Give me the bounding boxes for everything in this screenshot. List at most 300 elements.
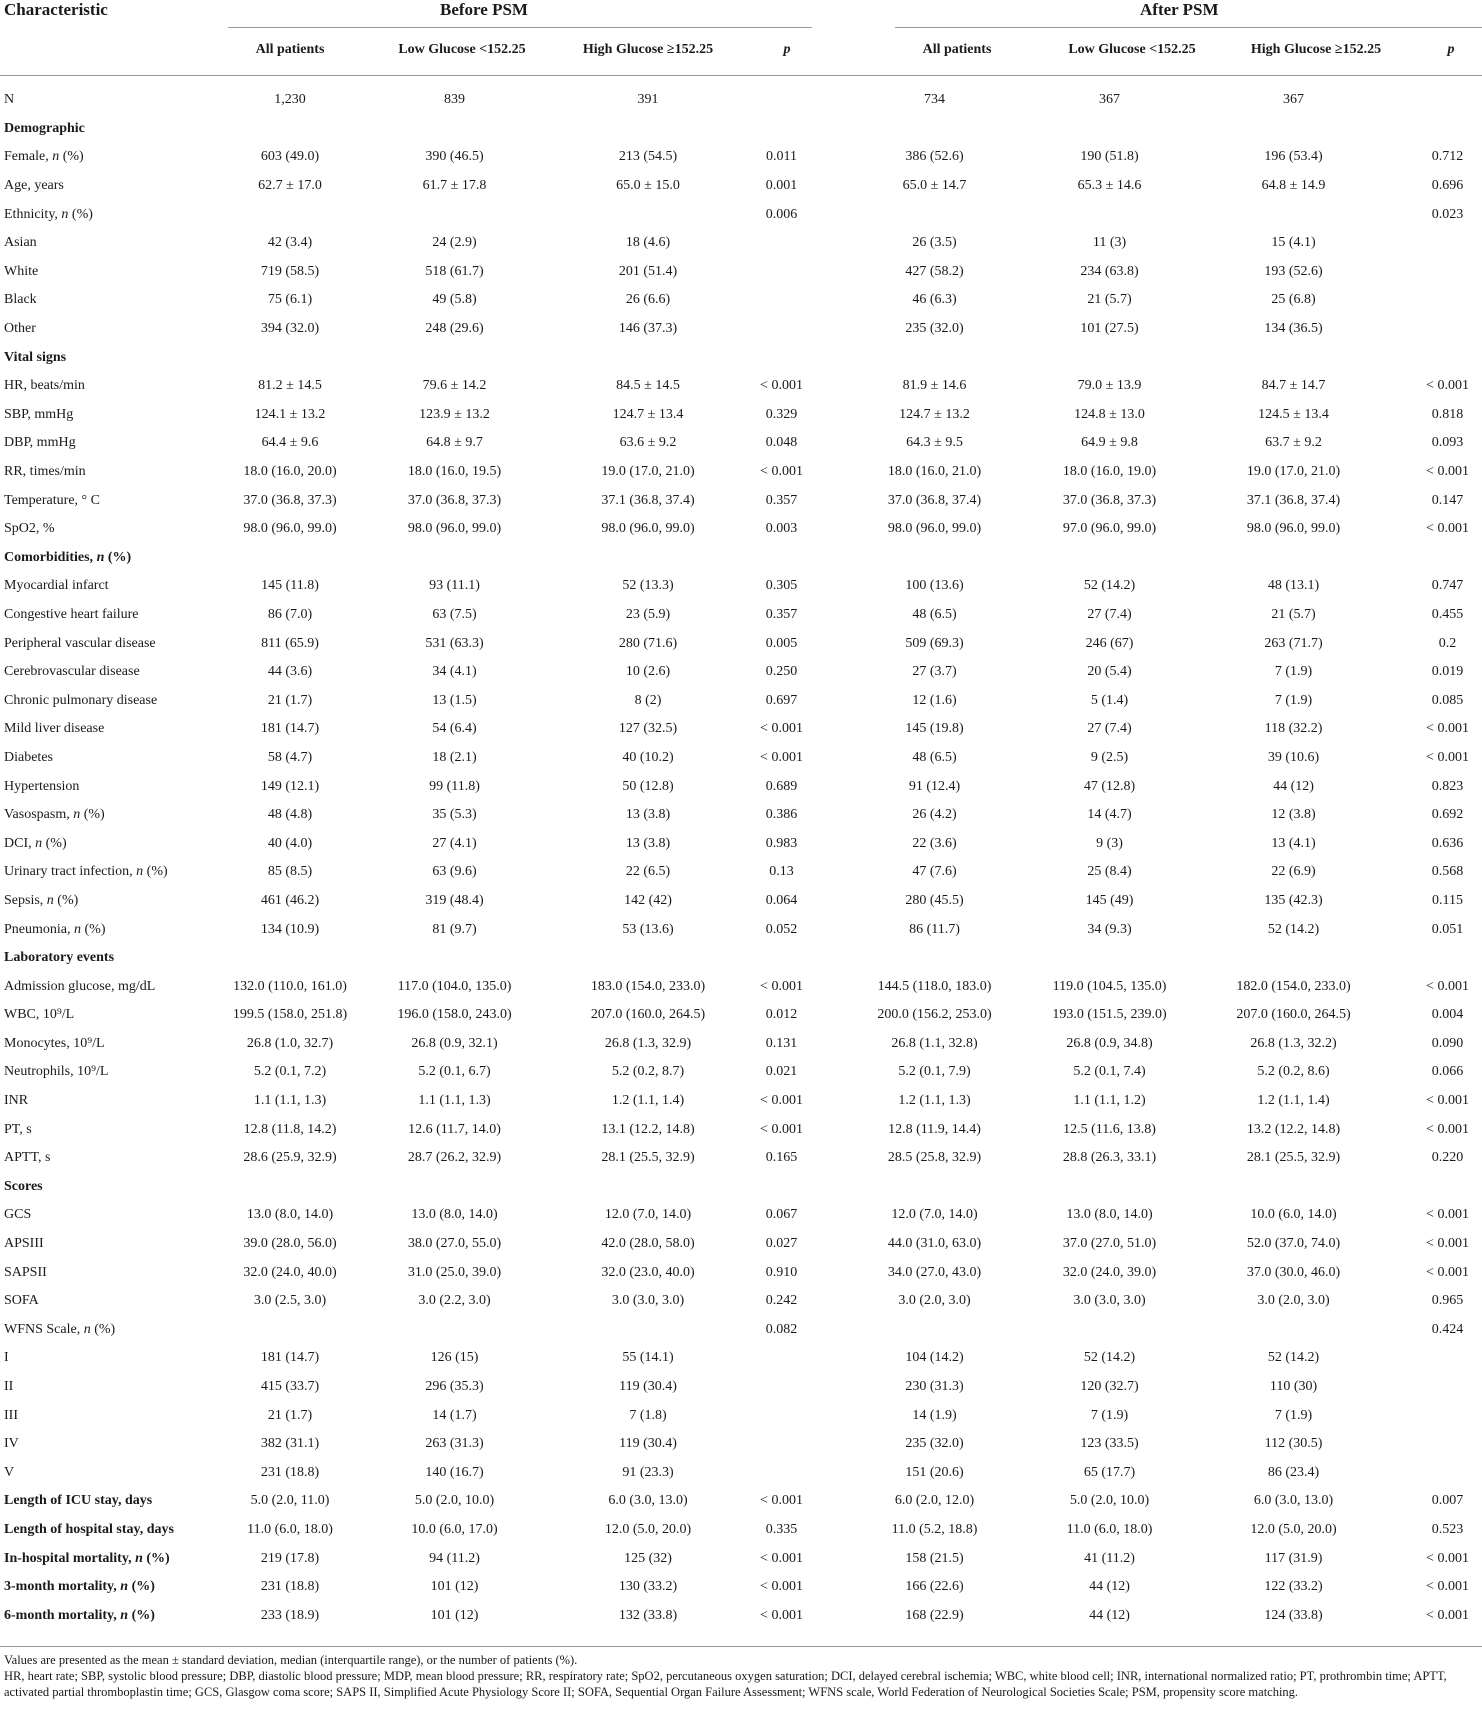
col-header-p: p bbox=[1447, 42, 1455, 57]
table-cell: < 0.001 bbox=[1426, 749, 1469, 765]
table-cell bbox=[824, 944, 1045, 973]
table-row bbox=[0, 1459, 1482, 1488]
table-cell: 10.0 (6.0, 14.0) bbox=[1250, 1207, 1337, 1223]
table-row bbox=[0, 1001, 1482, 1030]
table-cell: 48 (6.5) bbox=[912, 749, 957, 765]
table-cell: 7 (1.9) bbox=[1090, 1407, 1129, 1423]
table-row bbox=[0, 658, 1482, 687]
table-row bbox=[0, 1201, 1482, 1230]
table-cell: 382 (31.1) bbox=[260, 1436, 320, 1452]
row-label: Age, years bbox=[4, 178, 64, 194]
table-cell: 146 (37.3) bbox=[618, 321, 678, 337]
table-cell: < 0.001 bbox=[760, 1121, 803, 1137]
table-cell bbox=[739, 1173, 824, 1202]
table-cell: 27 (7.4) bbox=[1087, 606, 1132, 622]
table-row bbox=[0, 286, 1482, 315]
table-cell: 32.0 (24.0, 39.0) bbox=[1062, 1264, 1157, 1280]
table-cell: 5.0 (2.0, 10.0) bbox=[1069, 1493, 1150, 1509]
table-cell: 34 (9.3) bbox=[1087, 921, 1132, 937]
table-cell: 145 (11.8) bbox=[261, 578, 319, 594]
table-cell: 124.7 ± 13.2 bbox=[899, 406, 970, 422]
table-cell bbox=[739, 315, 824, 344]
table-cell: 0.023 bbox=[1431, 206, 1464, 222]
table-cell: 79.6 ± 14.2 bbox=[422, 378, 487, 394]
table-cell: 207.0 (160.0, 264.5) bbox=[590, 1007, 706, 1023]
header-after-psm: After PSM bbox=[1140, 0, 1219, 19]
table-cell: 280 (71.6) bbox=[618, 635, 678, 651]
table-row bbox=[0, 1230, 1482, 1259]
table-cell: 13.2 (12.2, 14.8) bbox=[1246, 1121, 1341, 1137]
table-cell: 123 (33.5) bbox=[1080, 1436, 1139, 1452]
table-row bbox=[0, 1601, 1482, 1630]
table-row bbox=[0, 200, 1482, 229]
row-label: Neutrophils, 10⁹/L bbox=[4, 1064, 109, 1080]
table-cell bbox=[1413, 1173, 1482, 1202]
row-label: GCS bbox=[4, 1207, 32, 1223]
table-cell: 0.386 bbox=[765, 807, 798, 823]
table-cell: 98.0 (96.0, 99.0) bbox=[407, 521, 502, 537]
row-label: SpO2, % bbox=[4, 521, 55, 537]
table-cell bbox=[739, 286, 824, 315]
table-cell: 21 (1.7) bbox=[267, 692, 313, 708]
table-row bbox=[0, 1544, 1482, 1573]
table-cell bbox=[1174, 944, 1413, 973]
table-cell: 12 (1.6) bbox=[912, 692, 957, 708]
table-cell: < 0.001 bbox=[1426, 1121, 1469, 1137]
row-label: Urinary tract infection, n (%) bbox=[4, 864, 168, 880]
table-row bbox=[0, 486, 1482, 515]
row-label: Chronic pulmonary disease bbox=[4, 692, 158, 708]
row-label: Laboratory events bbox=[4, 950, 115, 966]
table-cell: 11.0 (6.0, 18.0) bbox=[1066, 1521, 1153, 1537]
table-cell: 235 (32.0) bbox=[905, 1436, 964, 1452]
section-row bbox=[0, 115, 1482, 144]
table-cell: 65.0 ± 14.7 bbox=[902, 178, 967, 194]
row-label: Length of ICU stay, days bbox=[4, 1493, 153, 1509]
table-cell: 124 (33.8) bbox=[1264, 1607, 1323, 1623]
table-cell: 5 (1.4) bbox=[1090, 692, 1129, 708]
col-header: All patients bbox=[922, 42, 992, 57]
table-cell bbox=[739, 1430, 824, 1459]
table-cell bbox=[739, 343, 824, 372]
table-cell bbox=[228, 544, 352, 573]
table-cell: 13.0 (8.0, 14.0) bbox=[246, 1207, 334, 1223]
table-cell bbox=[1174, 544, 1413, 573]
table-row bbox=[0, 772, 1482, 801]
table-cell: 54 (6.4) bbox=[432, 721, 477, 737]
table-cell: 19.0 (17.0, 21.0) bbox=[601, 464, 695, 480]
table-cell: 367 bbox=[1283, 92, 1304, 108]
table-cell bbox=[352, 115, 557, 144]
row-label: DBP, mmHg bbox=[4, 435, 76, 451]
row-label: RR, times/min bbox=[4, 464, 86, 480]
table-cell: 26 (4.2) bbox=[912, 807, 957, 823]
table-cell bbox=[1413, 544, 1482, 573]
table-row bbox=[0, 229, 1482, 258]
table-cell: 3.0 (2.2, 3.0) bbox=[418, 1293, 491, 1309]
table-cell: 64.8 ± 14.9 bbox=[1261, 178, 1326, 194]
table-cell: < 0.001 bbox=[1426, 521, 1469, 537]
table-cell: < 0.001 bbox=[760, 1550, 803, 1566]
table-cell: 201 (51.4) bbox=[618, 263, 678, 279]
table-cell: 0.823 bbox=[1431, 778, 1464, 794]
section-row bbox=[0, 1173, 1482, 1202]
table-cell: 531 (63.3) bbox=[425, 635, 484, 651]
table-cell bbox=[739, 1344, 824, 1373]
table-cell: 13 (3.8) bbox=[625, 835, 671, 851]
table-cell bbox=[1174, 115, 1413, 144]
table-cell: 12.0 (5.0, 20.0) bbox=[604, 1521, 692, 1537]
table-row bbox=[0, 744, 1482, 773]
table-cell: 119 (30.4) bbox=[619, 1379, 677, 1395]
table-cell: 101 (27.5) bbox=[1080, 321, 1139, 337]
table-cell: 26 (3.5) bbox=[912, 235, 957, 251]
table-cell: 6.0 (3.0, 13.0) bbox=[608, 1493, 688, 1509]
table-cell: 1.1 (1.1, 1.2) bbox=[1073, 1093, 1146, 1109]
table-cell: 41 (11.2) bbox=[1084, 1550, 1135, 1566]
table-cell: 37.0 (36.8, 37.3) bbox=[243, 492, 337, 508]
table-cell: 40 (10.2) bbox=[622, 749, 674, 765]
table-cell: 0.012 bbox=[765, 1007, 798, 1023]
table-row bbox=[0, 458, 1482, 487]
table-cell: 5.0 (2.0, 10.0) bbox=[414, 1493, 495, 1509]
row-label: Other bbox=[4, 321, 36, 337]
table-cell: 84.5 ± 14.5 bbox=[616, 378, 680, 394]
table-cell: 62.7 ± 17.0 bbox=[258, 178, 322, 194]
table-cell: 0.636 bbox=[1431, 835, 1464, 851]
table-cell: < 0.001 bbox=[760, 1493, 803, 1509]
table-row bbox=[0, 1144, 1482, 1173]
table-header-groups bbox=[0, 0, 1482, 32]
table-cell bbox=[739, 944, 824, 973]
table-row bbox=[0, 572, 1482, 601]
table-cell: 246 (67) bbox=[1085, 635, 1134, 651]
row-label: Diabetes bbox=[4, 749, 53, 765]
table-cell: 10 (2.6) bbox=[625, 664, 671, 680]
table-cell: 0.455 bbox=[1431, 606, 1464, 622]
row-label: Vasospasm, n (%) bbox=[4, 807, 105, 823]
table-cell bbox=[739, 229, 824, 258]
table-cell: 28.5 (25.8, 32.9) bbox=[887, 1150, 982, 1166]
table-cell: 0.005 bbox=[765, 635, 798, 651]
table-cell: 0.115 bbox=[1432, 892, 1463, 908]
row-label: APSIII bbox=[4, 1236, 44, 1252]
table-cell: 263 (31.3) bbox=[425, 1436, 484, 1452]
table-cell bbox=[1045, 1316, 1174, 1345]
table-cell: 61.7 ± 17.8 bbox=[422, 178, 487, 194]
table-cell: 144.5 (118.0, 183.0) bbox=[877, 978, 992, 994]
table-cell: 26.8 (0.9, 34.8) bbox=[1066, 1035, 1153, 1051]
table-cell: 6.0 (3.0, 13.0) bbox=[1253, 1493, 1334, 1509]
table-cell: 81.2 ± 14.5 bbox=[258, 378, 322, 394]
table-cell: 65 (17.7) bbox=[1083, 1464, 1136, 1480]
table-cell: 44.0 (31.0, 63.0) bbox=[887, 1236, 982, 1252]
table-row bbox=[0, 1573, 1482, 1602]
table-cell: 0.910 bbox=[765, 1264, 798, 1280]
table-cell: 1.1 (1.1, 1.3) bbox=[418, 1093, 491, 1109]
table-row bbox=[0, 915, 1482, 944]
row-label: 3-month mortality, n (%) bbox=[4, 1579, 155, 1595]
table-cell: 0.747 bbox=[1431, 578, 1464, 594]
table-cell: 100 (13.6) bbox=[905, 578, 964, 594]
table-cell: 22 (6.5) bbox=[625, 864, 671, 880]
row-label: Scores bbox=[4, 1178, 43, 1194]
table-cell: 37.0 (27.0, 51.0) bbox=[1062, 1236, 1157, 1252]
table-cell: 0.067 bbox=[765, 1207, 798, 1223]
table-cell: 98.0 (96.0, 99.0) bbox=[1246, 521, 1341, 537]
table-cell: 140 (16.7) bbox=[425, 1464, 484, 1480]
table-cell: 65.3 ± 14.6 bbox=[1077, 178, 1142, 194]
table-cell: 23 (5.9) bbox=[625, 606, 671, 622]
header-before-psm: Before PSM bbox=[440, 0, 528, 19]
table-cell bbox=[1045, 115, 1174, 144]
table-cell: < 0.001 bbox=[1426, 1236, 1469, 1252]
after-psm-underline bbox=[895, 27, 1482, 28]
table-cell: 18.0 (16.0, 21.0) bbox=[887, 464, 982, 480]
table-cell: 19.0 (17.0, 21.0) bbox=[1246, 464, 1341, 480]
table-cell: 93 (11.1) bbox=[429, 578, 480, 594]
table-row bbox=[0, 1287, 1482, 1316]
table-cell: 42.0 (28.0, 58.0) bbox=[601, 1236, 695, 1252]
table-cell: 124.1 ± 13.2 bbox=[254, 406, 326, 422]
table-cell: 52 (14.2) bbox=[1083, 578, 1136, 594]
table-cell: 233 (18.9) bbox=[260, 1607, 320, 1623]
table-cell bbox=[1413, 229, 1482, 258]
table-cell: 25 (6.8) bbox=[1271, 292, 1316, 308]
table-cell: 118 (32.2) bbox=[1264, 721, 1323, 737]
table-cell: 5.2 (0.1, 6.7) bbox=[418, 1064, 491, 1080]
table-cell: 27 (3.7) bbox=[912, 664, 957, 680]
table-cell: 415 (33.7) bbox=[260, 1379, 320, 1395]
table-cell: < 0.001 bbox=[1426, 721, 1469, 737]
table-cell: 134 (36.5) bbox=[1264, 321, 1323, 337]
row-label: WBC, 10⁹/L bbox=[4, 1007, 75, 1023]
table-cell: 124.5 ± 13.4 bbox=[1258, 406, 1329, 422]
row-label: IV bbox=[4, 1436, 19, 1452]
table-cell: 26.8 (0.9, 32.1) bbox=[411, 1035, 498, 1051]
table-cell: 18 (2.1) bbox=[432, 749, 477, 765]
table-row bbox=[0, 372, 1482, 401]
table-cell bbox=[1413, 115, 1482, 144]
table-row bbox=[0, 1401, 1482, 1430]
row-label: Ethnicity, n (%) bbox=[4, 206, 93, 222]
table-cell: 132.0 (110.0, 161.0) bbox=[233, 978, 347, 994]
table-cell: 0.697 bbox=[765, 692, 798, 708]
table-cell bbox=[1413, 1401, 1482, 1430]
table-cell bbox=[739, 258, 824, 287]
table-cell: 123.9 ± 13.2 bbox=[419, 406, 490, 422]
table-cell: 85 (8.5) bbox=[267, 864, 313, 880]
table-cell: 230 (31.3) bbox=[905, 1379, 964, 1395]
table-cell: 0.019 bbox=[1431, 664, 1464, 680]
table-cell: 1.1 (1.1, 1.3) bbox=[253, 1093, 327, 1109]
table-cell: 86 (7.0) bbox=[267, 606, 313, 622]
table-row bbox=[0, 829, 1482, 858]
table-row bbox=[0, 401, 1482, 430]
table-cell: 13 (4.1) bbox=[1271, 835, 1316, 851]
table-cell: 63 (7.5) bbox=[432, 606, 477, 622]
table-cell: 94 (11.2) bbox=[429, 1550, 480, 1566]
table-cell: 52 (14.2) bbox=[1267, 1350, 1320, 1366]
table-cell: 38.0 (27.0, 55.0) bbox=[407, 1236, 502, 1252]
table-cell: 14 (4.7) bbox=[1087, 807, 1132, 823]
table-cell bbox=[1045, 544, 1174, 573]
table-cell: 14 (1.9) bbox=[912, 1407, 957, 1423]
table-row bbox=[0, 1487, 1482, 1516]
table-cell: 81 (9.7) bbox=[432, 921, 477, 937]
table-cell: 8 (2) bbox=[634, 692, 662, 708]
table-cell: 44 (12) bbox=[1089, 1579, 1130, 1595]
table-row bbox=[0, 143, 1482, 172]
table-cell bbox=[557, 1316, 739, 1345]
table-cell bbox=[557, 1173, 739, 1202]
table-row bbox=[0, 1430, 1482, 1459]
row-label: Female, n (%) bbox=[4, 149, 84, 165]
table-cell: 110 (30) bbox=[1269, 1379, 1318, 1395]
row-label: In-hospital mortality, n (%) bbox=[4, 1550, 170, 1566]
table-cell bbox=[739, 544, 824, 573]
table-cell: 5.2 (0.2, 8.7) bbox=[611, 1064, 685, 1080]
table-cell: 104 (14.2) bbox=[905, 1350, 964, 1366]
table-cell: 0.424 bbox=[1431, 1321, 1464, 1337]
table-cell: 1.2 (1.1, 1.4) bbox=[611, 1093, 685, 1109]
table-cell: 158 (21.5) bbox=[905, 1550, 964, 1566]
table-cell: 135 (42.3) bbox=[1264, 892, 1323, 908]
table-cell: 142 (42) bbox=[624, 892, 672, 908]
table-cell: 25 (8.4) bbox=[1087, 864, 1132, 880]
table-cell: 0.051 bbox=[1431, 921, 1464, 937]
table-cell: < 0.001 bbox=[760, 1093, 803, 1109]
table-cell bbox=[1413, 258, 1482, 287]
table-cell: < 0.001 bbox=[1426, 1550, 1469, 1566]
table-cell bbox=[228, 1173, 352, 1202]
table-cell: 79.0 ± 13.9 bbox=[1077, 378, 1142, 394]
table-cell: 37.0 (36.8, 37.3) bbox=[407, 492, 502, 508]
table-cell: 0.568 bbox=[1431, 864, 1464, 880]
table-cell: 5.0 (2.0, 11.0) bbox=[250, 1493, 330, 1509]
row-label: Asian bbox=[4, 235, 37, 251]
table-cell bbox=[1413, 343, 1482, 372]
table-cell: < 0.001 bbox=[1426, 1607, 1469, 1623]
table-cell: 26 (6.6) bbox=[625, 292, 671, 308]
table-cell: 199.5 (158.0, 251.8) bbox=[232, 1007, 348, 1023]
table-cell: 207.0 (160.0, 264.5) bbox=[1236, 1007, 1351, 1023]
table-cell: 119.0 (104.5, 135.0) bbox=[1052, 978, 1167, 994]
table-cell: 39.0 (28.0, 56.0) bbox=[243, 1236, 337, 1252]
table-cell: < 0.001 bbox=[760, 464, 803, 480]
table-cell: 391 bbox=[637, 92, 659, 108]
table-cell: 48 (13.1) bbox=[1267, 578, 1320, 594]
table-cell bbox=[557, 343, 739, 372]
table-cell: 47 (7.6) bbox=[912, 864, 957, 880]
table-cell: 0.090 bbox=[1431, 1035, 1464, 1051]
table-cell: 5.2 (0.2, 8.6) bbox=[1257, 1064, 1330, 1080]
table-cell: 14 (1.7) bbox=[432, 1407, 477, 1423]
table-cell: 3.0 (2.0, 3.0) bbox=[898, 1293, 971, 1309]
table-cell bbox=[557, 544, 739, 573]
table-cell: 12 (3.8) bbox=[1271, 807, 1316, 823]
table-row bbox=[0, 1344, 1482, 1373]
table-row bbox=[0, 315, 1482, 344]
table-cell: 181 (14.7) bbox=[260, 1350, 320, 1366]
row-label: SOFA bbox=[4, 1293, 39, 1309]
table-cell: 5.2 (0.1, 7.9) bbox=[898, 1064, 971, 1080]
table-cell bbox=[557, 200, 739, 229]
table-cell: 1.2 (1.1, 1.3) bbox=[898, 1093, 971, 1109]
table-cell: 46 (6.3) bbox=[912, 292, 957, 308]
table-cell: 12.0 (5.0, 20.0) bbox=[1250, 1521, 1337, 1537]
table-cell: 0.007 bbox=[1431, 1493, 1464, 1509]
table-cell: 0.006 bbox=[765, 206, 798, 222]
table-cell: 27 (7.4) bbox=[1087, 721, 1132, 737]
table-cell bbox=[1413, 1459, 1482, 1488]
table-cell: 124.8 ± 13.0 bbox=[1074, 406, 1145, 422]
table-cell bbox=[1045, 200, 1174, 229]
table-cell: < 0.001 bbox=[760, 1579, 803, 1595]
table-cell bbox=[557, 115, 739, 144]
table-cell: 39 (10.6) bbox=[1267, 749, 1320, 765]
table-cell: 13.1 (12.2, 14.8) bbox=[601, 1121, 695, 1137]
row-label: Cerebrovascular disease bbox=[4, 664, 140, 680]
table-cell: 811 (65.9) bbox=[261, 635, 319, 651]
table-cell: 12.5 (11.6, 13.8) bbox=[1063, 1121, 1156, 1137]
table-cell: 518 (61.7) bbox=[425, 263, 484, 279]
table-cell: 99 (11.8) bbox=[429, 778, 480, 794]
table-cell: 0.523 bbox=[1431, 1521, 1464, 1537]
table-cell: 63 (9.6) bbox=[432, 864, 477, 880]
table-cell: 18.0 (16.0, 19.0) bbox=[1062, 464, 1157, 480]
table-cell: 0.085 bbox=[1431, 692, 1464, 708]
table-cell: 0.048 bbox=[765, 435, 798, 451]
table-cell: < 0.001 bbox=[760, 749, 803, 765]
row-label: HR, beats/min bbox=[4, 378, 85, 394]
table-cell: 11.0 (6.0, 18.0) bbox=[247, 1521, 333, 1537]
table-cell bbox=[1413, 1373, 1482, 1402]
table-cell: < 0.001 bbox=[760, 378, 803, 394]
row-label: DCI, n (%) bbox=[4, 835, 67, 851]
col-header: All patients bbox=[255, 42, 325, 57]
col-header-p: p bbox=[783, 42, 791, 57]
section-row bbox=[0, 343, 1482, 372]
table-cell: 235 (32.0) bbox=[905, 321, 964, 337]
table-cell: 124.7 ± 13.4 bbox=[612, 406, 684, 422]
table-cell: 9 (2.5) bbox=[1090, 749, 1129, 765]
table-cell: 26.8 (1.1, 32.8) bbox=[891, 1035, 978, 1051]
table-row bbox=[0, 686, 1482, 715]
table-row bbox=[0, 172, 1482, 201]
row-label: III bbox=[4, 1407, 18, 1423]
table-cell: 44 (3.6) bbox=[267, 664, 313, 680]
table-cell: 319 (48.4) bbox=[425, 892, 484, 908]
row-label: APTT, s bbox=[4, 1150, 51, 1166]
table-cell: 53 (13.6) bbox=[622, 921, 674, 937]
table-cell: 35 (5.3) bbox=[432, 807, 477, 823]
table-cell: 3.0 (3.0, 3.0) bbox=[611, 1293, 685, 1309]
table-cell: 64.4 ± 9.6 bbox=[261, 435, 319, 451]
table-cell: 64.8 ± 9.7 bbox=[426, 435, 483, 451]
table-cell: 64.3 ± 9.5 bbox=[906, 435, 963, 451]
section-row bbox=[0, 544, 1482, 573]
table-cell: 0.021 bbox=[765, 1064, 798, 1080]
table-cell: 0.093 bbox=[1431, 435, 1464, 451]
table-cell: < 0.001 bbox=[1426, 464, 1469, 480]
table-cell: 120 (32.7) bbox=[1080, 1379, 1139, 1395]
row-label: Temperature, ° C bbox=[4, 492, 100, 508]
table-cell bbox=[824, 200, 1045, 229]
table-cell: 49 (5.8) bbox=[432, 292, 477, 308]
row-label: SBP, mmHg bbox=[4, 406, 74, 422]
table-cell: 58 (4.7) bbox=[267, 749, 313, 765]
